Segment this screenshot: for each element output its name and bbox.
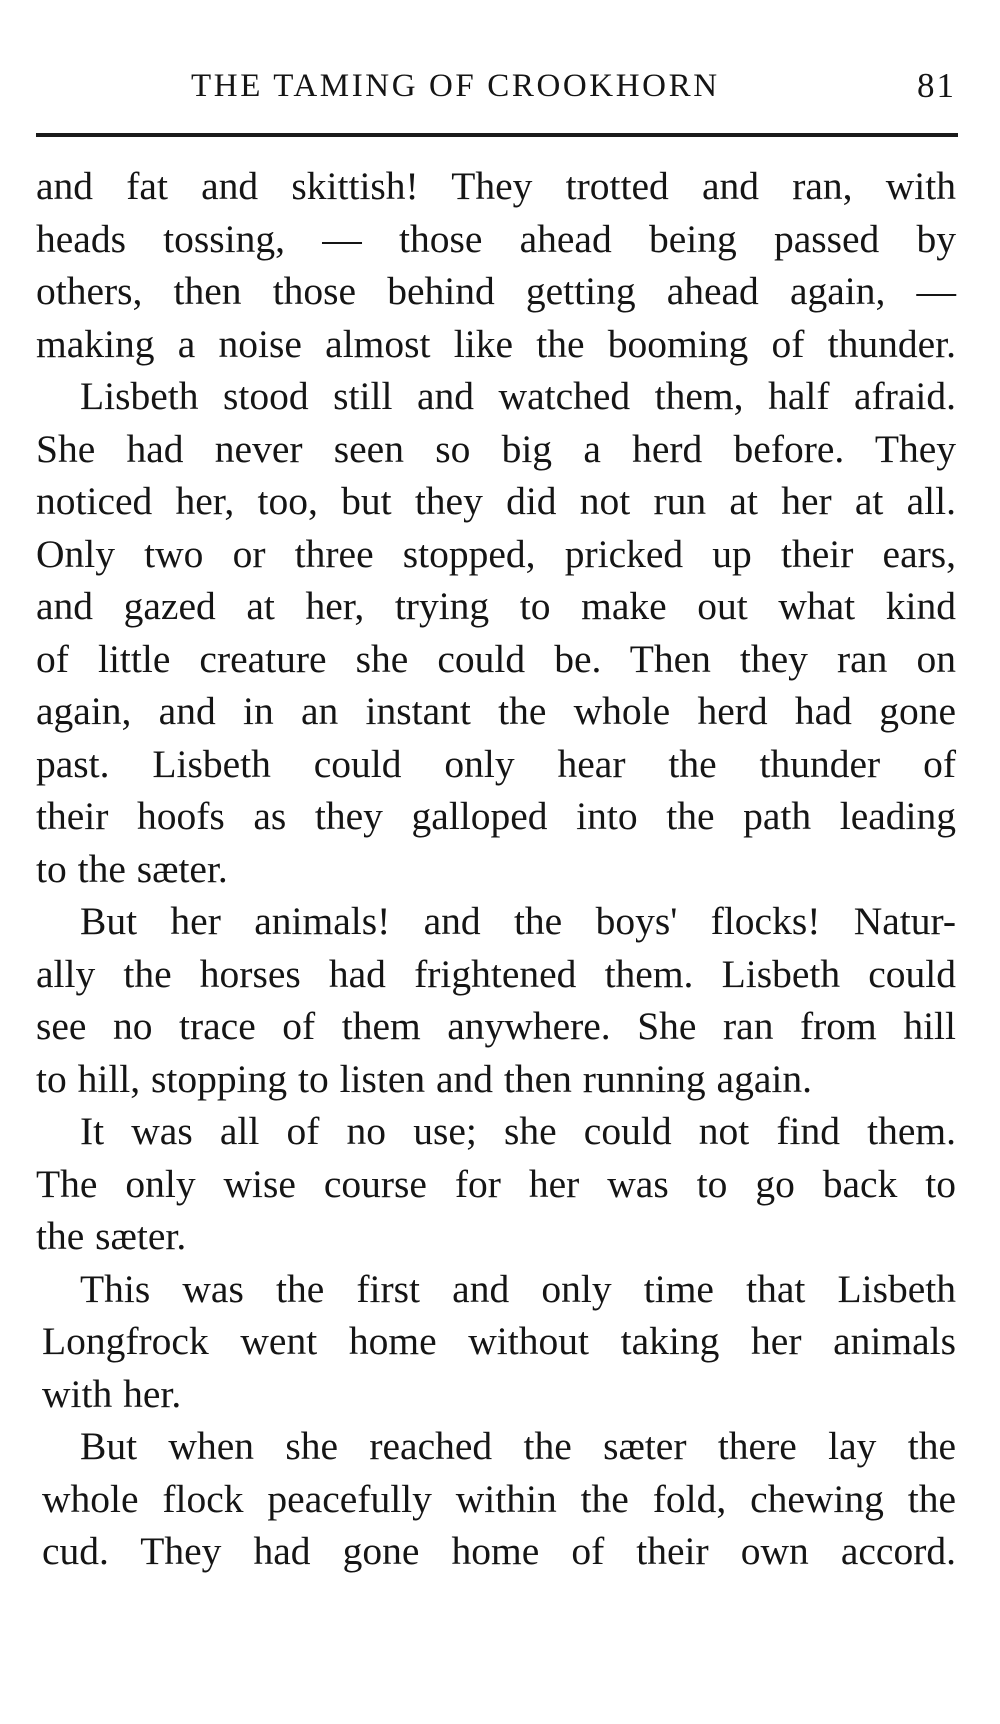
text-line: heads tossing, — those ahead being passed by <box>36 216 956 261</box>
text-line: of little creature she could be. Then they ran on <box>36 636 956 681</box>
text-line: again, and in an instant the whole herd had gone <box>36 689 956 733</box>
text-line: see no trace of them anywhere. She ran from hill <box>36 1004 956 1048</box>
text-line: The only wise course for her was to go back to <box>36 1161 956 1206</box>
text-line: others, then those behind getting ahead again, — <box>36 269 956 313</box>
paragraph-first-line: But her animals! and the boys' flocks! Natur- <box>80 899 956 943</box>
paragraph-first-line: This was the first and only time that Lisbeth <box>80 1266 956 1311</box>
text-line: cud. They had gone home of their own accord. <box>42 1529 956 1573</box>
body-text <box>36 160 956 1578</box>
paragraph-last-line: to the sæter. <box>36 846 228 891</box>
page-number: 81 <box>917 66 956 105</box>
text-line: and gazed at her, trying to make out what kind <box>36 584 956 628</box>
header-rule <box>36 133 958 137</box>
paragraph-first-line: But when she reached the sæter there lay the <box>80 1424 956 1468</box>
paragraph-first-line: It was all of no use; she could not find them. <box>80 1109 956 1153</box>
text-line: and fat and skittish! They trotted and ran, with <box>36 164 956 208</box>
text-line: making a noise almost like the booming of thunder. <box>36 321 956 366</box>
text-line: noticed her, too, but they did not run at her at all. <box>36 479 956 523</box>
text-line: whole flock peacefully within the fold, chewing the <box>42 1476 956 1521</box>
text-line: their hoofs as they galloped into the path leading <box>36 794 956 838</box>
paragraph-last-line: with her. <box>42 1371 182 1416</box>
paragraph-first-line: Lisbeth stood still and watched them, half afraid. <box>80 374 956 418</box>
paragraph-last-line: the sæter. <box>36 1214 187 1258</box>
text-line: past. Lisbeth could only hear the thunder of <box>36 741 956 786</box>
text-line: Only two or three stopped, pricked up their ears, <box>36 531 956 576</box>
text-line: She had never seen so big a herd before. They <box>36 426 956 471</box>
text-line: Longfrock went home without taking her animals <box>42 1319 956 1363</box>
running-head <box>36 64 956 108</box>
running-title: THE TAMING OF CROOKHORN <box>191 68 720 104</box>
paragraph-last-line: to hill, stopping to listen and then running again. <box>36 1056 812 1101</box>
text-line: ally the horses had frightened them. Lisbeth could <box>36 951 956 996</box>
